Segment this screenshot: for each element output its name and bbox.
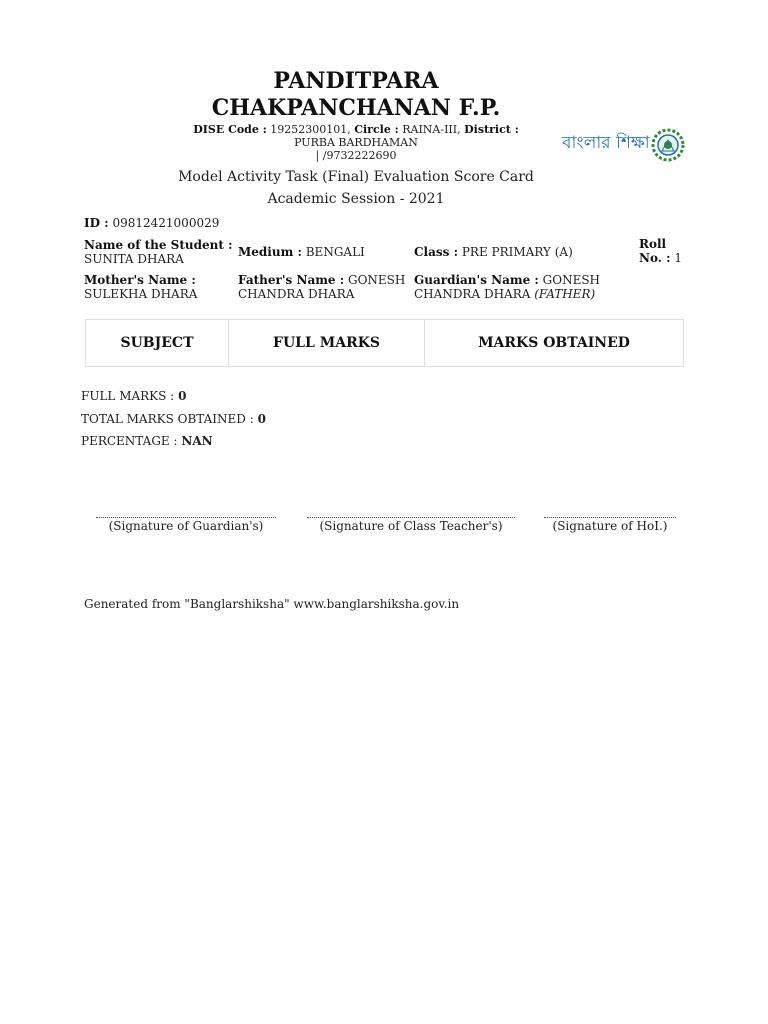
father-name-value-2: CHANDRA DHARA	[238, 287, 355, 301]
roll-label-no: No. :	[639, 251, 671, 265]
student-name	[84, 238, 234, 266]
father-name	[238, 273, 408, 301]
academic-session: Academic Session - 2021	[267, 191, 445, 207]
full-marks-label: FULL MARKS :	[81, 389, 175, 403]
table-header-row	[86, 320, 684, 367]
full-marks-value: 0	[178, 389, 187, 403]
district-value: PURBA BARDHAMAN	[294, 136, 418, 149]
guardian-signature: (Signature of Guardian's)	[96, 517, 276, 533]
school-details	[180, 123, 532, 162]
generated-footer: Generated from "Banglarshiksha" www.banglarshiksha.gov.in	[84, 597, 460, 611]
percentage-label: PERCENTAGE :	[81, 434, 178, 448]
guardian-name-value-2: CHANDRA DHARA	[414, 287, 531, 301]
guardian-relation: (FATHER)	[534, 287, 596, 301]
emblem-icon	[653, 130, 683, 160]
total-marks-label: TOTAL MARKS OBTAINED :	[81, 412, 254, 426]
full-marks-header: FULL MARKS	[229, 320, 425, 367]
total-marks-value: 0	[257, 412, 266, 426]
class-value: PRE PRIMARY (A)	[461, 245, 573, 259]
father-name-label: Father's Name :	[238, 273, 345, 287]
school-name: PANDITPARA CHAKPANCHANAN F.P.	[211, 68, 501, 121]
medium-value: BENGALI	[305, 245, 365, 259]
logo-text: বাংলার শিক্ষা	[562, 133, 650, 153]
class-label: Class :	[414, 245, 459, 259]
percentage-summary	[81, 434, 213, 448]
hoi-signature: (Signature of HoI.)	[544, 517, 676, 533]
class-teacher-signature: (Signature of Class Teacher's)	[307, 517, 515, 533]
subject-header: SUBJECT	[86, 320, 229, 367]
full-marks-summary	[81, 389, 186, 403]
mother-name-label: Mother's Name :	[84, 273, 196, 287]
circle-value: RAINA-III,	[402, 123, 461, 136]
percentage-value: NAN	[181, 434, 213, 448]
mother-name	[84, 273, 234, 301]
banglar-shiksha-logo	[560, 120, 688, 164]
district-label: District :	[464, 123, 519, 136]
roll-value: 1	[674, 251, 683, 265]
dise-value: 19252300101,	[270, 123, 351, 136]
id-label: ID :	[84, 216, 109, 230]
mother-name-value: SULEKHA DHARA	[84, 287, 198, 301]
guardian-name	[414, 273, 614, 301]
roll-label: Roll	[639, 237, 667, 251]
marks-obtained-header: MARKS OBTAINED	[425, 320, 684, 367]
guardian-name-value-1: GONESH	[542, 273, 601, 287]
card-title: Model Activity Task (Final) Evaluation Score Card	[178, 169, 534, 185]
roll-number	[639, 237, 682, 265]
card-heading	[150, 166, 562, 210]
marks-table	[85, 319, 684, 367]
id-value: 09812421000029	[112, 216, 220, 230]
medium-label: Medium :	[238, 245, 302, 259]
total-marks-summary	[81, 412, 266, 426]
medium	[238, 245, 365, 259]
student-id	[84, 216, 219, 230]
dise-label: DISE Code :	[193, 123, 267, 136]
father-name-value-1: GONESH	[347, 273, 406, 287]
student-name-value: SUNITA DHARA	[84, 252, 184, 266]
school-phone: | /9732222690	[315, 149, 397, 162]
class	[414, 245, 573, 259]
student-name-label: Name of the Student :	[84, 238, 233, 252]
guardian-name-label: Guardian's Name :	[414, 273, 539, 287]
circle-label: Circle :	[354, 123, 399, 136]
